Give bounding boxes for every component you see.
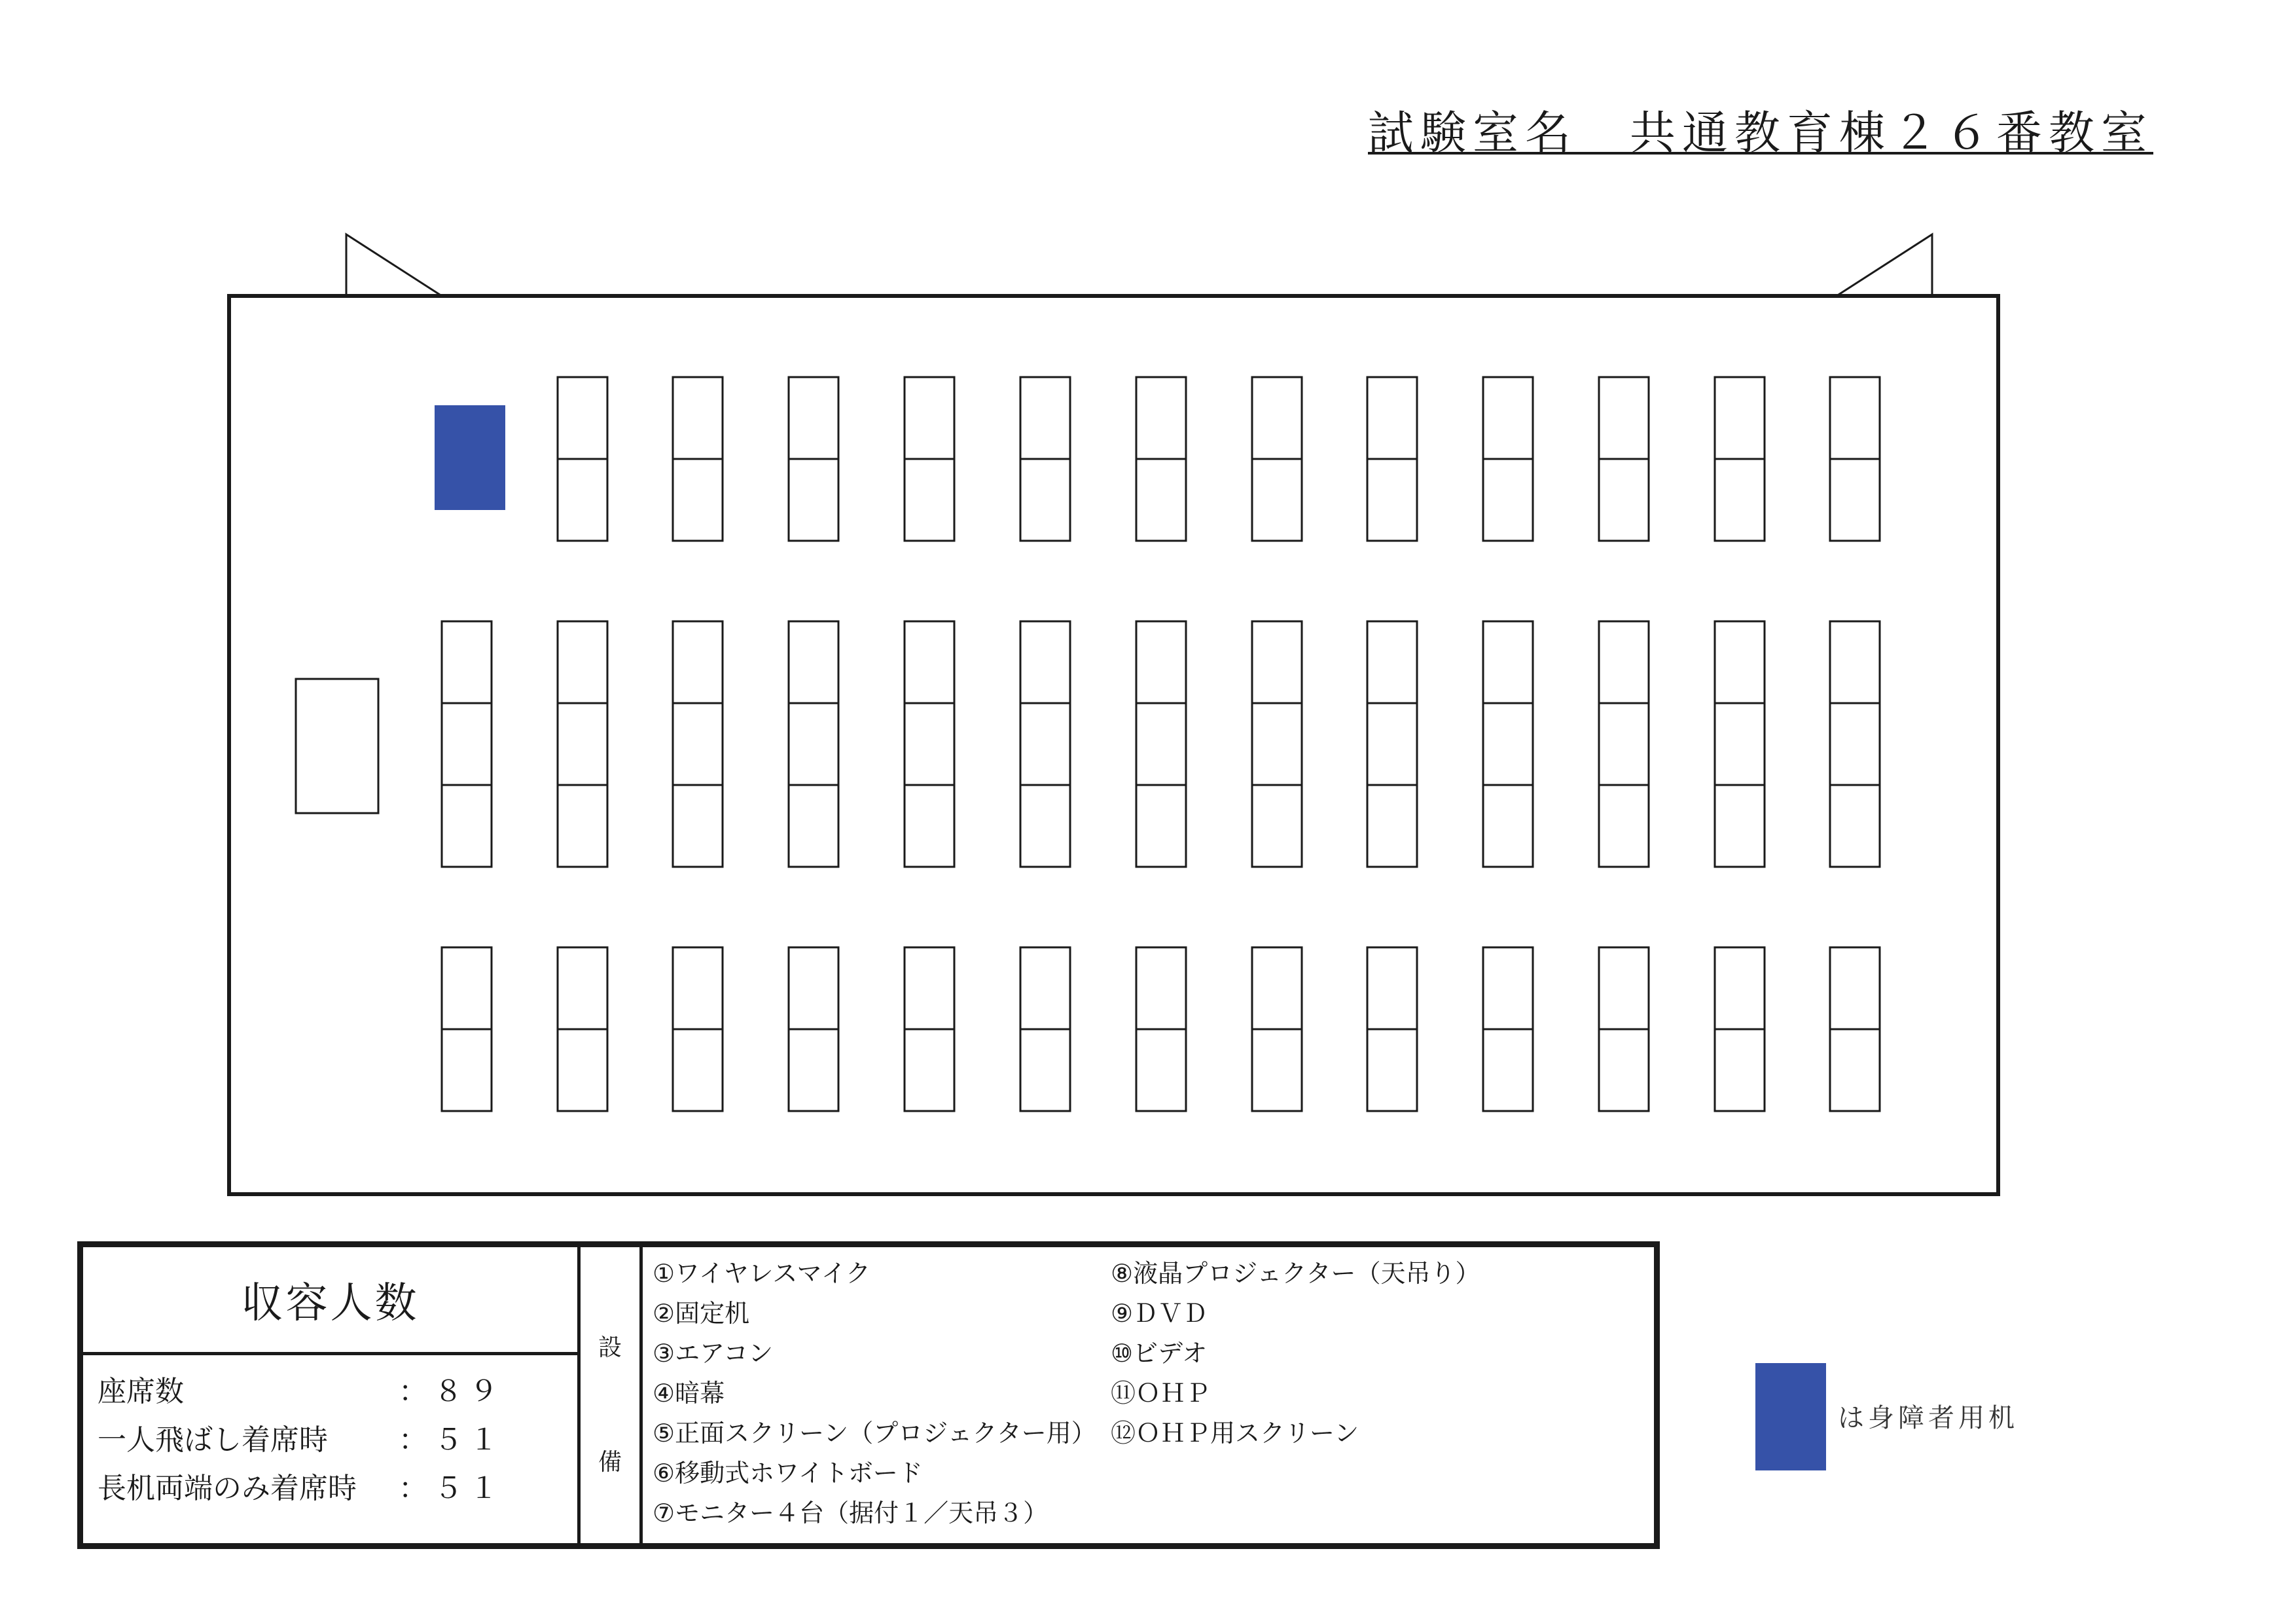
desk-seat [558, 703, 607, 785]
desk-seat [789, 377, 838, 459]
desk-seat [905, 785, 954, 867]
equipment-label-bottom: 備 [598, 1449, 622, 1476]
seat-count-value: ：８９ [399, 1375, 505, 1408]
desk-seat [558, 947, 607, 1029]
desk-seat [673, 377, 723, 459]
accessible-desk [435, 405, 505, 510]
equipment-item: ⑦モニター４台（据付１／天吊３） [653, 1499, 1049, 1527]
equipment-list-left [653, 1254, 1096, 1533]
desk-seat [1252, 1029, 1302, 1111]
desk-seat [905, 459, 954, 541]
desk-seat [442, 785, 492, 867]
desk-seat [1715, 703, 1765, 785]
desk-seat [673, 459, 723, 541]
legend-text: は身障者用机 [1838, 1403, 2018, 1433]
desk-seat [1830, 1029, 1880, 1111]
skip-seat-value: ：５１ [399, 1423, 505, 1457]
desk-seat [558, 459, 607, 541]
equipment-label-column [581, 1247, 643, 1543]
desk-seat [1599, 785, 1649, 867]
desk-seat [1830, 621, 1880, 703]
desk-seat [1252, 703, 1302, 785]
desk-seat [1599, 377, 1649, 459]
equipment-list-right [1111, 1254, 1480, 1453]
desk-seat [1715, 377, 1765, 459]
desk-seat [1367, 377, 1417, 459]
equipment-label-top: 設 [598, 1334, 622, 1361]
desk-seat [905, 1029, 954, 1111]
equipment-item: ⑩ビデオ [1111, 1339, 1208, 1368]
equipment-item: ⑧液晶プロジェクター（天吊り） [1111, 1259, 1480, 1288]
teacher-desk [296, 679, 378, 813]
desk-seat [905, 703, 954, 785]
seat-count-label: 座席数 [98, 1375, 184, 1408]
legend-swatch [1755, 1363, 1826, 1470]
desk-seat [1020, 621, 1070, 703]
desk-seat [673, 621, 723, 703]
desk-seat [905, 947, 954, 1029]
desk-seat [1483, 377, 1533, 459]
desk-seat [673, 785, 723, 867]
desk-seat [1830, 703, 1880, 785]
desk-seat [1367, 621, 1417, 703]
desk-seat [1715, 621, 1765, 703]
room-title: 試験室名 共通教育棟２６番教室 [1368, 106, 2153, 160]
desk-seat [789, 1029, 838, 1111]
desk-seat [558, 377, 607, 459]
ends-only-value: ：５１ [399, 1472, 505, 1505]
desk-seat [1367, 1029, 1417, 1111]
equipment-item: ⑫ＯＨＰ用スクリーン [1111, 1419, 1359, 1448]
equipment-item: ⑨ＤＶＤ [1111, 1299, 1208, 1328]
desk-seat [1136, 947, 1186, 1029]
desk-seat [558, 1029, 607, 1111]
desk-seat [1715, 459, 1765, 541]
desk-seat [1599, 1029, 1649, 1111]
desk-seat [1252, 459, 1302, 541]
desk-seat [1367, 947, 1417, 1029]
desk-seat [905, 377, 954, 459]
desk-seat [1252, 377, 1302, 459]
desk-seat [1483, 947, 1533, 1029]
desk-seat [1830, 785, 1880, 867]
desk-seat [442, 947, 492, 1029]
desk-seat [1599, 459, 1649, 541]
desk-seat [1136, 703, 1186, 785]
desk-seat [1483, 1029, 1533, 1111]
equipment-item: ④暗幕 [653, 1379, 725, 1408]
seat-count-line [98, 1364, 577, 1413]
desk-seat [1599, 621, 1649, 703]
desk-seat [1136, 1029, 1186, 1111]
desk-seat [442, 1029, 492, 1111]
desk-seat [789, 947, 838, 1029]
left-door [346, 234, 442, 296]
desk-seat [1136, 377, 1186, 459]
ends-only-line [98, 1461, 577, 1510]
desk-seat [1020, 703, 1070, 785]
desk-seat [1715, 947, 1765, 1029]
desk-seat [905, 621, 954, 703]
desk-seat [789, 785, 838, 867]
desk-seat [1020, 459, 1070, 541]
desk-seat [1830, 947, 1880, 1029]
desk-seat [558, 621, 607, 703]
desk-seat [1715, 785, 1765, 867]
desk-seat [789, 459, 838, 541]
desk-seat [1830, 377, 1880, 459]
desk-seat [1136, 621, 1186, 703]
desk-seat [1483, 459, 1533, 541]
equipment-item: ①ワイヤレスマイク [653, 1259, 871, 1288]
desk-seat [1367, 703, 1417, 785]
desk-seat [1020, 947, 1070, 1029]
desk-seat [558, 785, 607, 867]
capacity-panel [83, 1247, 581, 1543]
desk-seat [1830, 459, 1880, 541]
skip-seat-line [98, 1413, 577, 1461]
desk-seat [1599, 703, 1649, 785]
desk-seat [1367, 785, 1417, 867]
info-table [77, 1241, 1660, 1549]
desk-seat [789, 621, 838, 703]
desk-seat [1252, 621, 1302, 703]
desk-seat [1483, 621, 1533, 703]
desk-seat [1136, 785, 1186, 867]
ends-only-label: 長机両端のみ着席時 [98, 1472, 357, 1505]
equipment-item: ②固定机 [653, 1299, 750, 1328]
desk-seat [1367, 459, 1417, 541]
desk-seat [1020, 1029, 1070, 1111]
equipment-item: ⑤正面スクリーン（プロジェクター用） [653, 1419, 1096, 1448]
desk-seat [789, 703, 838, 785]
desk-seat [1599, 947, 1649, 1029]
equipment-item: ⑥移動式ホワイトボード [653, 1459, 923, 1487]
desk-seat [442, 621, 492, 703]
skip-seat-label: 一人飛ばし着席時 [98, 1423, 328, 1457]
desk-seat [1136, 459, 1186, 541]
equipment-item: ⑪ＯＨＰ [1111, 1379, 1211, 1408]
desk-seat [1020, 785, 1070, 867]
desk-seat [1252, 947, 1302, 1029]
desk-seat [1020, 377, 1070, 459]
equipment-item: ③エアコン [653, 1339, 774, 1368]
desk-seat [1483, 785, 1533, 867]
desk-seat [673, 1029, 723, 1111]
right-door [1837, 234, 1932, 296]
desk-seat [1483, 703, 1533, 785]
desk-seat [442, 703, 492, 785]
desk-grid [435, 377, 1880, 1111]
desk-seat [673, 947, 723, 1029]
desk-seat [1715, 1029, 1765, 1111]
capacity-heading: 収容人数 [83, 1247, 577, 1355]
desk-seat [1252, 785, 1302, 867]
desk-seat [673, 703, 723, 785]
